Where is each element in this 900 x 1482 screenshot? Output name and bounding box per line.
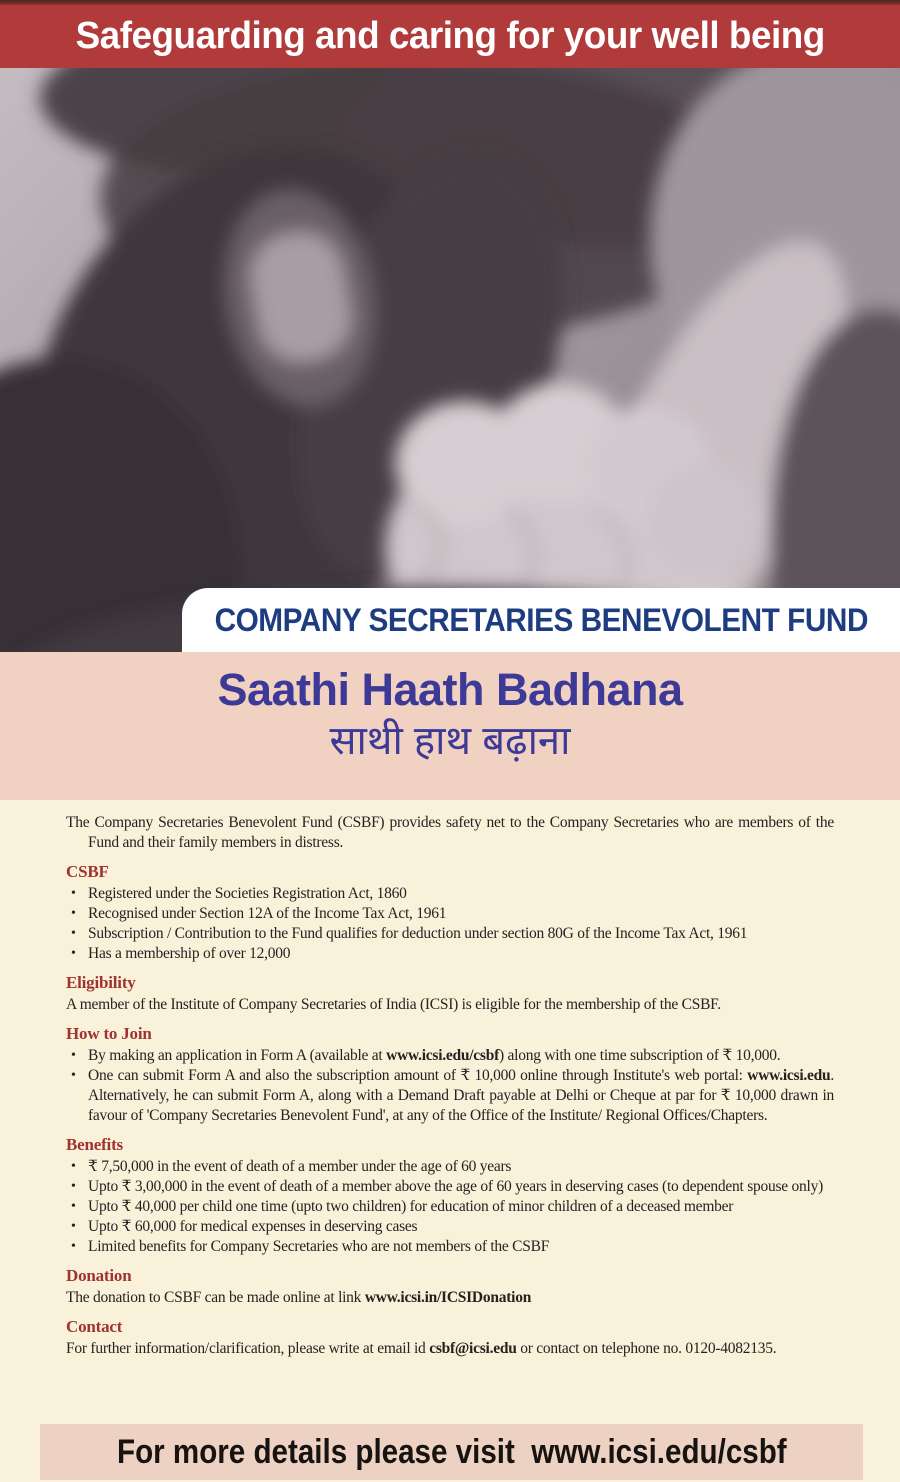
list-item: • Upto ₹ 40,000 per child one time (upto two children) for education of minor children of a deceased member [66, 1197, 834, 1217]
list-item: • Has a membership of over 12,000 [66, 944, 834, 964]
list-item: • Registered under the Societies Registration Act, 1860 [66, 884, 834, 904]
csbf-bullet-list [66, 884, 834, 964]
list-item: • Recognised under Section 12A of the Income Tax Act, 1961 [66, 904, 834, 924]
contact-heading: Contact [66, 1317, 123, 1336]
tagline-english: Saathi Haath Badhana [217, 664, 683, 715]
donation-text [66, 1288, 834, 1308]
title-box [182, 588, 900, 652]
donation-url-link: www.icsi.in/ICSIDonation [364, 1289, 532, 1306]
text-segment: The donation to CSBF can be made online at link [66, 1289, 365, 1306]
donation-heading: Donation [66, 1266, 132, 1285]
contact-text [66, 1339, 834, 1359]
footer-text: For more details please visit www.icsi.edu/csbf [116, 1432, 787, 1471]
icsi-url-link: www.icsi.edu [747, 1067, 831, 1084]
eligibility-text: A member of the Institute of Company Secretaries of India (ICSI) is eligible for the membership of the CSBF. [66, 996, 721, 1013]
benefits-heading: Benefits [66, 1135, 123, 1154]
text-segment: By making an application in Form A (available at [88, 1047, 387, 1064]
list-item [66, 1066, 834, 1126]
body-content [0, 800, 900, 1482]
text-segment: . Alternatively, he can submit Form A, along with a Demand Draft payable at Delhi or Cheque at par for ₹ 10,000 drawn in favour of 'Company Secretaries Benevolent Fund', at any of the Office of the Institute/ Regional Offices/Chapters. [88, 1067, 834, 1124]
eligibility-heading: Eligibility [66, 973, 136, 992]
contact-email-link: csbf@icsi.edu [429, 1340, 517, 1357]
benefits-bullet-list [66, 1157, 834, 1257]
text-segment: One can submit Form A and also the subscription amount of ₹ 10,000 online through Institute's web portal: [88, 1067, 748, 1084]
text-segment: For further information/clarification, please write at email id [66, 1340, 430, 1357]
footer-band [40, 1424, 863, 1480]
tagline-hindi: साथी हाथ बढ़ाना [329, 718, 571, 763]
csbf-heading: CSBF [66, 862, 109, 881]
list-item [66, 1046, 834, 1066]
how-to-join-heading: How to Join [66, 1024, 152, 1043]
top-banner [0, 5, 900, 68]
list-item: • Upto ₹ 3,00,000 in the event of death of a member above the age of 60 years in deserving cases (to dependent spouse only) [66, 1177, 834, 1197]
list-item: • ₹ 7,50,000 in the event of death of a member under the age of 60 years [66, 1157, 834, 1177]
fund-title: COMPANY SECRETARIES BENEVOLENT FUND [214, 601, 868, 638]
hands-photo [0, 68, 900, 652]
list-item: • Limited benefits for Company Secretaries who are not members of the CSBF [66, 1237, 834, 1257]
how-to-join-bullet-list [66, 1046, 834, 1126]
banner-text: Safeguarding and caring for your well being [75, 15, 825, 57]
hands-photo-region [0, 68, 900, 652]
list-item: • Subscription / Contribution to the Fund qualifies for deduction under section 80G of the Income Tax Act, 1961 [66, 924, 834, 944]
csbf-url-link: www.icsi.edu/csbf [386, 1047, 499, 1064]
intro-paragraph: The Company Secretaries Benevolent Fund (CSBF) provides safety net to the Company Secretaries who are members of the Fund and their family members in distress. [66, 814, 834, 851]
text-segment: or contact on telephone no. 0120-4082135. [516, 1340, 777, 1357]
list-item: • Upto ₹ 60,000 for medical expenses in deserving cases [66, 1217, 834, 1237]
text-segment: ) along with one time subscription of ₹ 10,000. [499, 1047, 781, 1064]
tagline-band [0, 652, 900, 800]
